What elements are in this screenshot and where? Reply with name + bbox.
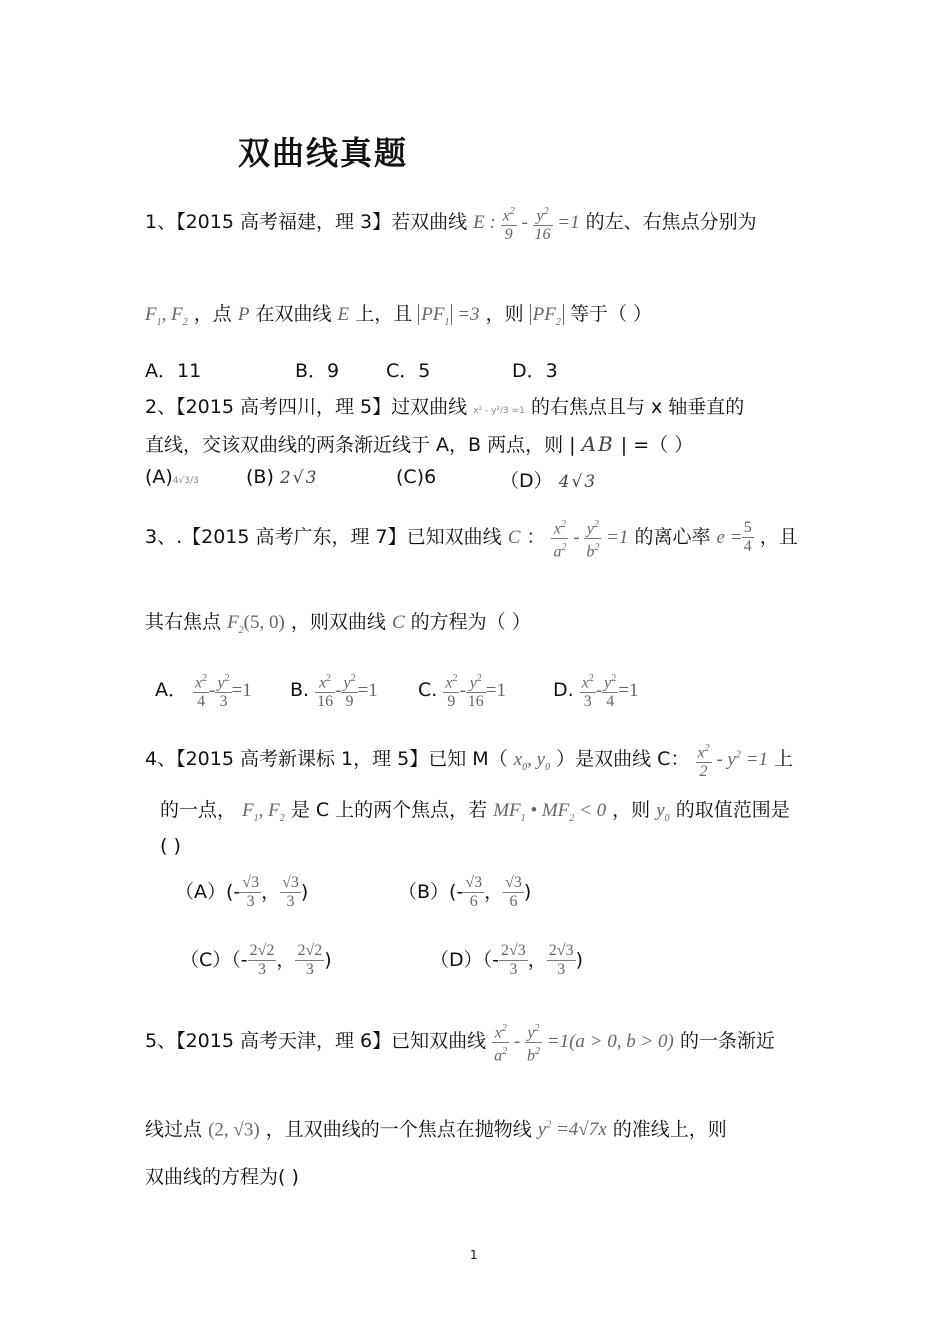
q1-prefix: 1、【2015 高考福建，理 3】若双曲线 [145, 211, 468, 234]
q5-text-a: 线过点 [145, 1118, 203, 1141]
question-1-line-1 [145, 203, 757, 244]
question-5-line-2: 线过点 (2, √3) ，且双曲线的一个焦点在抛物线 $y^2 =4√7x$ 的准线上，则 [145, 1118, 727, 1141]
q2-option-d: （D） 4√3 [500, 470, 598, 492]
q1-text-b: 在双曲线 [255, 303, 332, 325]
q4-option-a: （A）(- $\frac{√3}{3}$ ， $\frac{√3}{3}$ ) [175, 874, 309, 910]
q2-ab: AB [581, 432, 615, 456]
q5-text-b: ，且双曲线的一个焦点在抛物线 [265, 1118, 532, 1141]
q5-text-c: 的准线上，则 [612, 1118, 727, 1141]
q2-text: 直线，交该双曲线的两条渐近线于 A，B 两点，则 | [145, 434, 576, 456]
q2-text-end: =（ ） [633, 434, 694, 456]
q1-equation: E : $\frac{x^2}{9}$ - $\frac{y^2}{16}$ =1 [473, 212, 579, 233]
q3-mid: 的离心率 [634, 526, 711, 549]
q1-option-c: C．5 [386, 360, 431, 382]
question-5-line-1 [145, 1020, 775, 1066]
q3-option-c: C. $\frac{x^2}{9}$ - $\frac{y^2}{16}$ =1 [418, 670, 506, 711]
q3-text-c: 的方程为（ ） [410, 611, 531, 633]
q1-text-e: 等于（ ） [569, 303, 652, 325]
question-3-line-2: 其右焦点 $F_2(5$, 0) ，则双曲线 C 的方程为（ ） [145, 611, 531, 636]
q1-foci: $F_1$, $F_2$ [145, 304, 188, 328]
q3-option-b: B. $\frac{x^2}{16}$ - $\frac{y^2}{9}$ =1 [290, 670, 378, 711]
q4-text-c: ，则 [612, 799, 651, 821]
q4-suffix: 上 [774, 748, 794, 771]
q5-prefix: 5、【2015 高考天津，理 6】已知双曲线 [145, 1030, 487, 1053]
q4-mid: ）是双曲线 C： [556, 748, 690, 771]
question-3-line-1: 3、.【2015 高考广东，理 7】已知双曲线 C ： $\frac{x^2}{a^2}$ - $\frac{y^2}{b^2}$ =1 的离心率 e = $\frac{5}{4}$ ，且 [145, 516, 798, 562]
question-4-line-2: 的一点， $F_1$, $F_2$ 是 C 上的两个焦点，若 $MF_1$ • $MF_2 < 0$ ，则 $y_0$ 的取值范围是 [160, 799, 790, 824]
q2-option-c: (C)6 [396, 466, 437, 488]
q4-option-c: （C）（- $\frac{2√2}{3}$ ， $\frac{2√2}{3}$ ) [180, 942, 332, 978]
q4-option-b: （B）(- $\frac{√3}{6}$ ， $\frac{√3}{6}$ ) [398, 874, 532, 910]
question-2-line-1 [145, 393, 744, 425]
q4-prefix: 4、【2015 高考新课标 1，理 5】已知 M（ [145, 748, 508, 771]
q1-option-b: B．9 [295, 360, 340, 382]
q3-text-b: ，则双曲线 [290, 611, 386, 633]
q4-text-b: 是 C 上的两个焦点，若 [290, 799, 488, 821]
q3-option-a: A． $\frac{x^2}{4}$ - $\frac{y^2}{3}$ =1 [155, 670, 252, 711]
q3-text-a: 其右焦点 [145, 611, 222, 633]
page-title: 双曲线真题 [238, 134, 409, 172]
q4-text-d: 的取值范围是 [675, 799, 790, 821]
q1-option-a: A．11 [145, 360, 202, 382]
q5-suffix: 的一条渐近 [679, 1030, 775, 1053]
q1-suffix: 的左、右焦点分别为 [585, 211, 757, 234]
q2-equation: x² - y²/3 =1 [473, 406, 525, 416]
q4-line-3: ( ) [160, 835, 181, 857]
q1-text-c: 上，且 [355, 303, 413, 325]
page-number: 1 [470, 1248, 478, 1262]
question-2-line-2: 直线，交该双曲线的两条渐近线于 A，B 两点，则 | AB | =（ ） [145, 432, 694, 456]
q1-option-d: D．3 [512, 360, 558, 382]
q3-option-d: D. $\frac{x^2}{3}$ - $\frac{y^2}{4}$ =1 [553, 670, 638, 711]
q3-prefix: 3、.【2015 高考广东，理 7】已知双曲线 [145, 526, 502, 549]
question-4-line-1: 4、【2015 高考新课标 1，理 5】已知 M（ $x_0$, $y_0$ ）是双曲线 C： $\frac{x^2}{2}$ - $y^2 =1$ 上 [145, 740, 793, 782]
q4-option-d: （D）（- $\frac{2√3}{3}$ ， $\frac{2√3}{3}$ ) [430, 942, 583, 978]
q1-text-a: ，点 [193, 303, 232, 325]
q3-equation: $\frac{x^2}{a^2}$ - $\frac{y^2}{b^2}$ =1 [551, 527, 628, 548]
q2-prefix: 2、【2015 高考四川，理 5】过双曲线 [145, 396, 468, 418]
q2-suffix: 的右焦点且与 x 轴垂直的 [530, 396, 745, 418]
q1-text-d: ，则 [485, 303, 524, 325]
q4-text-a: 的一点， [160, 799, 237, 821]
q5-equation: $\frac{x^2}{a^2}$ - $\frac{y^2}{b^2}$ =1(a > 0, b > 0) [492, 1031, 674, 1052]
q5-line-3: 双曲线的方程为( ) [145, 1166, 299, 1188]
question-1-line-2: $F_1$, $F_2$ ，点 P 在双曲线 E 上，且 $PF_1 =3$ ，则 $PF_2$ 等于（ ） [145, 303, 652, 328]
q3-suffix: ，且 [759, 526, 798, 549]
q2-option-b: (B) 2√3 [246, 466, 319, 488]
q2-option-a: (A)4√3/3 [145, 466, 199, 488]
